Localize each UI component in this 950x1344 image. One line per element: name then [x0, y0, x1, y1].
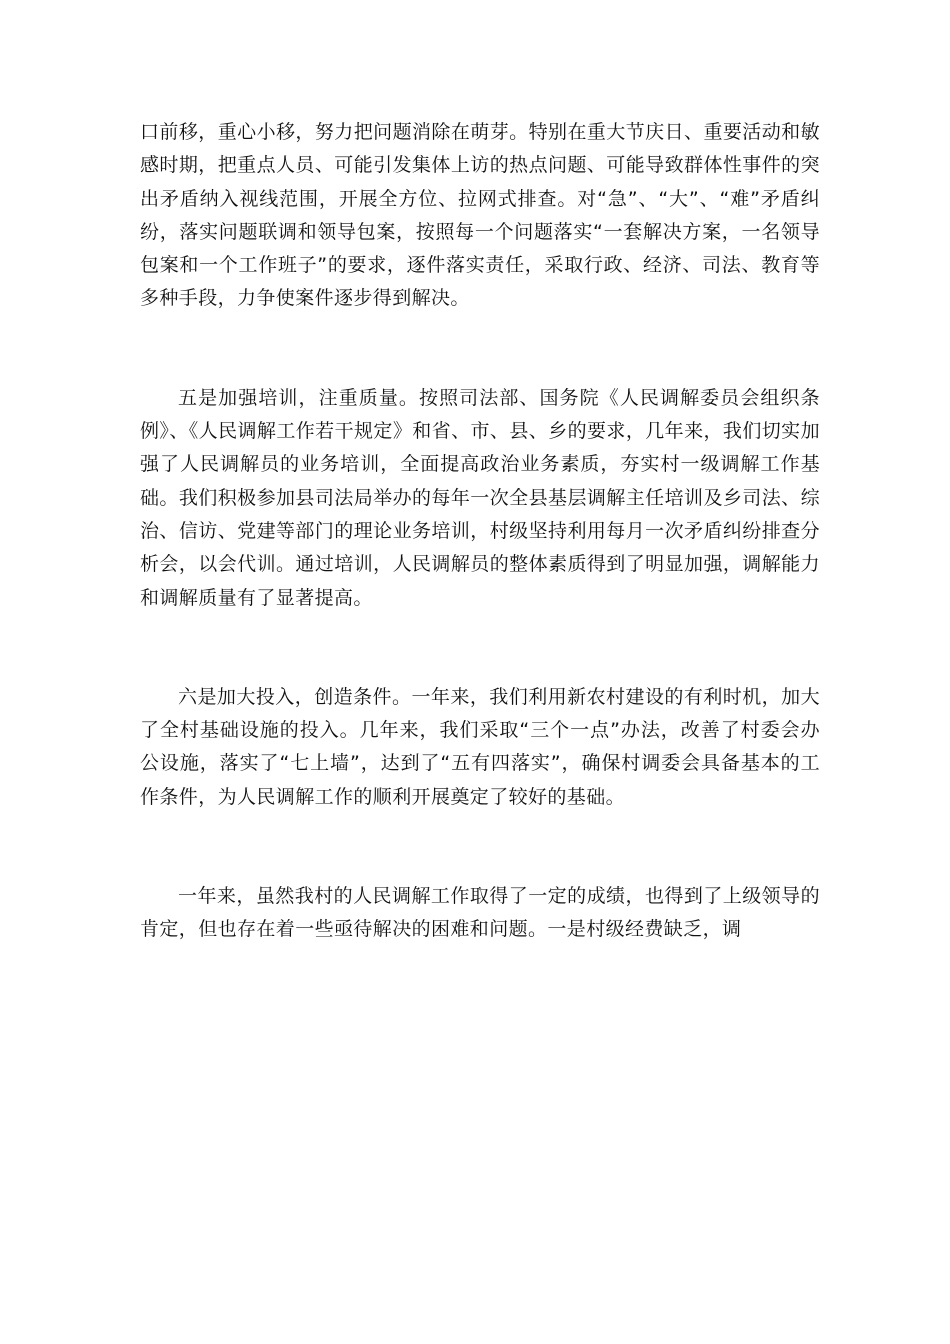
paragraph-training: 五是加强培训，注重质量。按照司法部、国务院《人民调解委员会组织条例》、《人民调解工作若干规定》和省、市、县、乡的要求，几年来，我们切实加强了人民调解员的业务培训，全面提高政治业务素质，夯实村一级调解工作基础。我们积极参加县司法局举办的每年一次全县基层调解主任培训及乡司法、综治、信访、党建等部门的理论业务培训，村级坚持利用每月一次矛盾纠纷排查分析会，以会代训。通过培训，人民调解员的整体素质得到了明显加强，调解能力和调解质量有了显著提高。: [140, 386, 820, 609]
paragraph-spacer: [140, 615, 820, 681]
paragraph-spacer: [140, 316, 820, 382]
document-body: [140, 116, 820, 947]
paragraph-continuation: 口前移，重心小移，努力把问题消除在萌芽。特别在重大节庆日、重要活动和敏感时期，把重点人员、可能引发集体上访的热点问题、可能导致群体性事件的突出矛盾纳入视线范围，开展全方位、拉网式排查。对“急”、“大”、“难”矛盾纠纷，落实问题联调和领导包案，按照每一个问题落实“一套解决方案，一名领导包案和一个工作班子”的要求，逐件落实责任，采取行政、经济、司法、教育等多种手段，力争使案件逐步得到解决。: [140, 121, 820, 310]
paragraph-investment: 六是加大投入，创造条件。一年来，我们利用新农村建设的有利时机，加大了全村基础设施的投入。几年来，我们采取“三个一点”办法，改善了村委会办公设施，落实了“七上墙”，达到了“五有四落实”，确保村调委会具备基本的工作条件，为人民调解工作的顺利开展奠定了较好的基础。: [140, 685, 820, 808]
paragraph-spacer: [140, 814, 820, 880]
paragraph-problems: 一年来，虽然我村的人民调解工作取得了一定的成绩，也得到了上级领导的肯定，但也存在着一些亟待解决的困难和问题。一是村级经费缺乏，调: [140, 885, 820, 941]
